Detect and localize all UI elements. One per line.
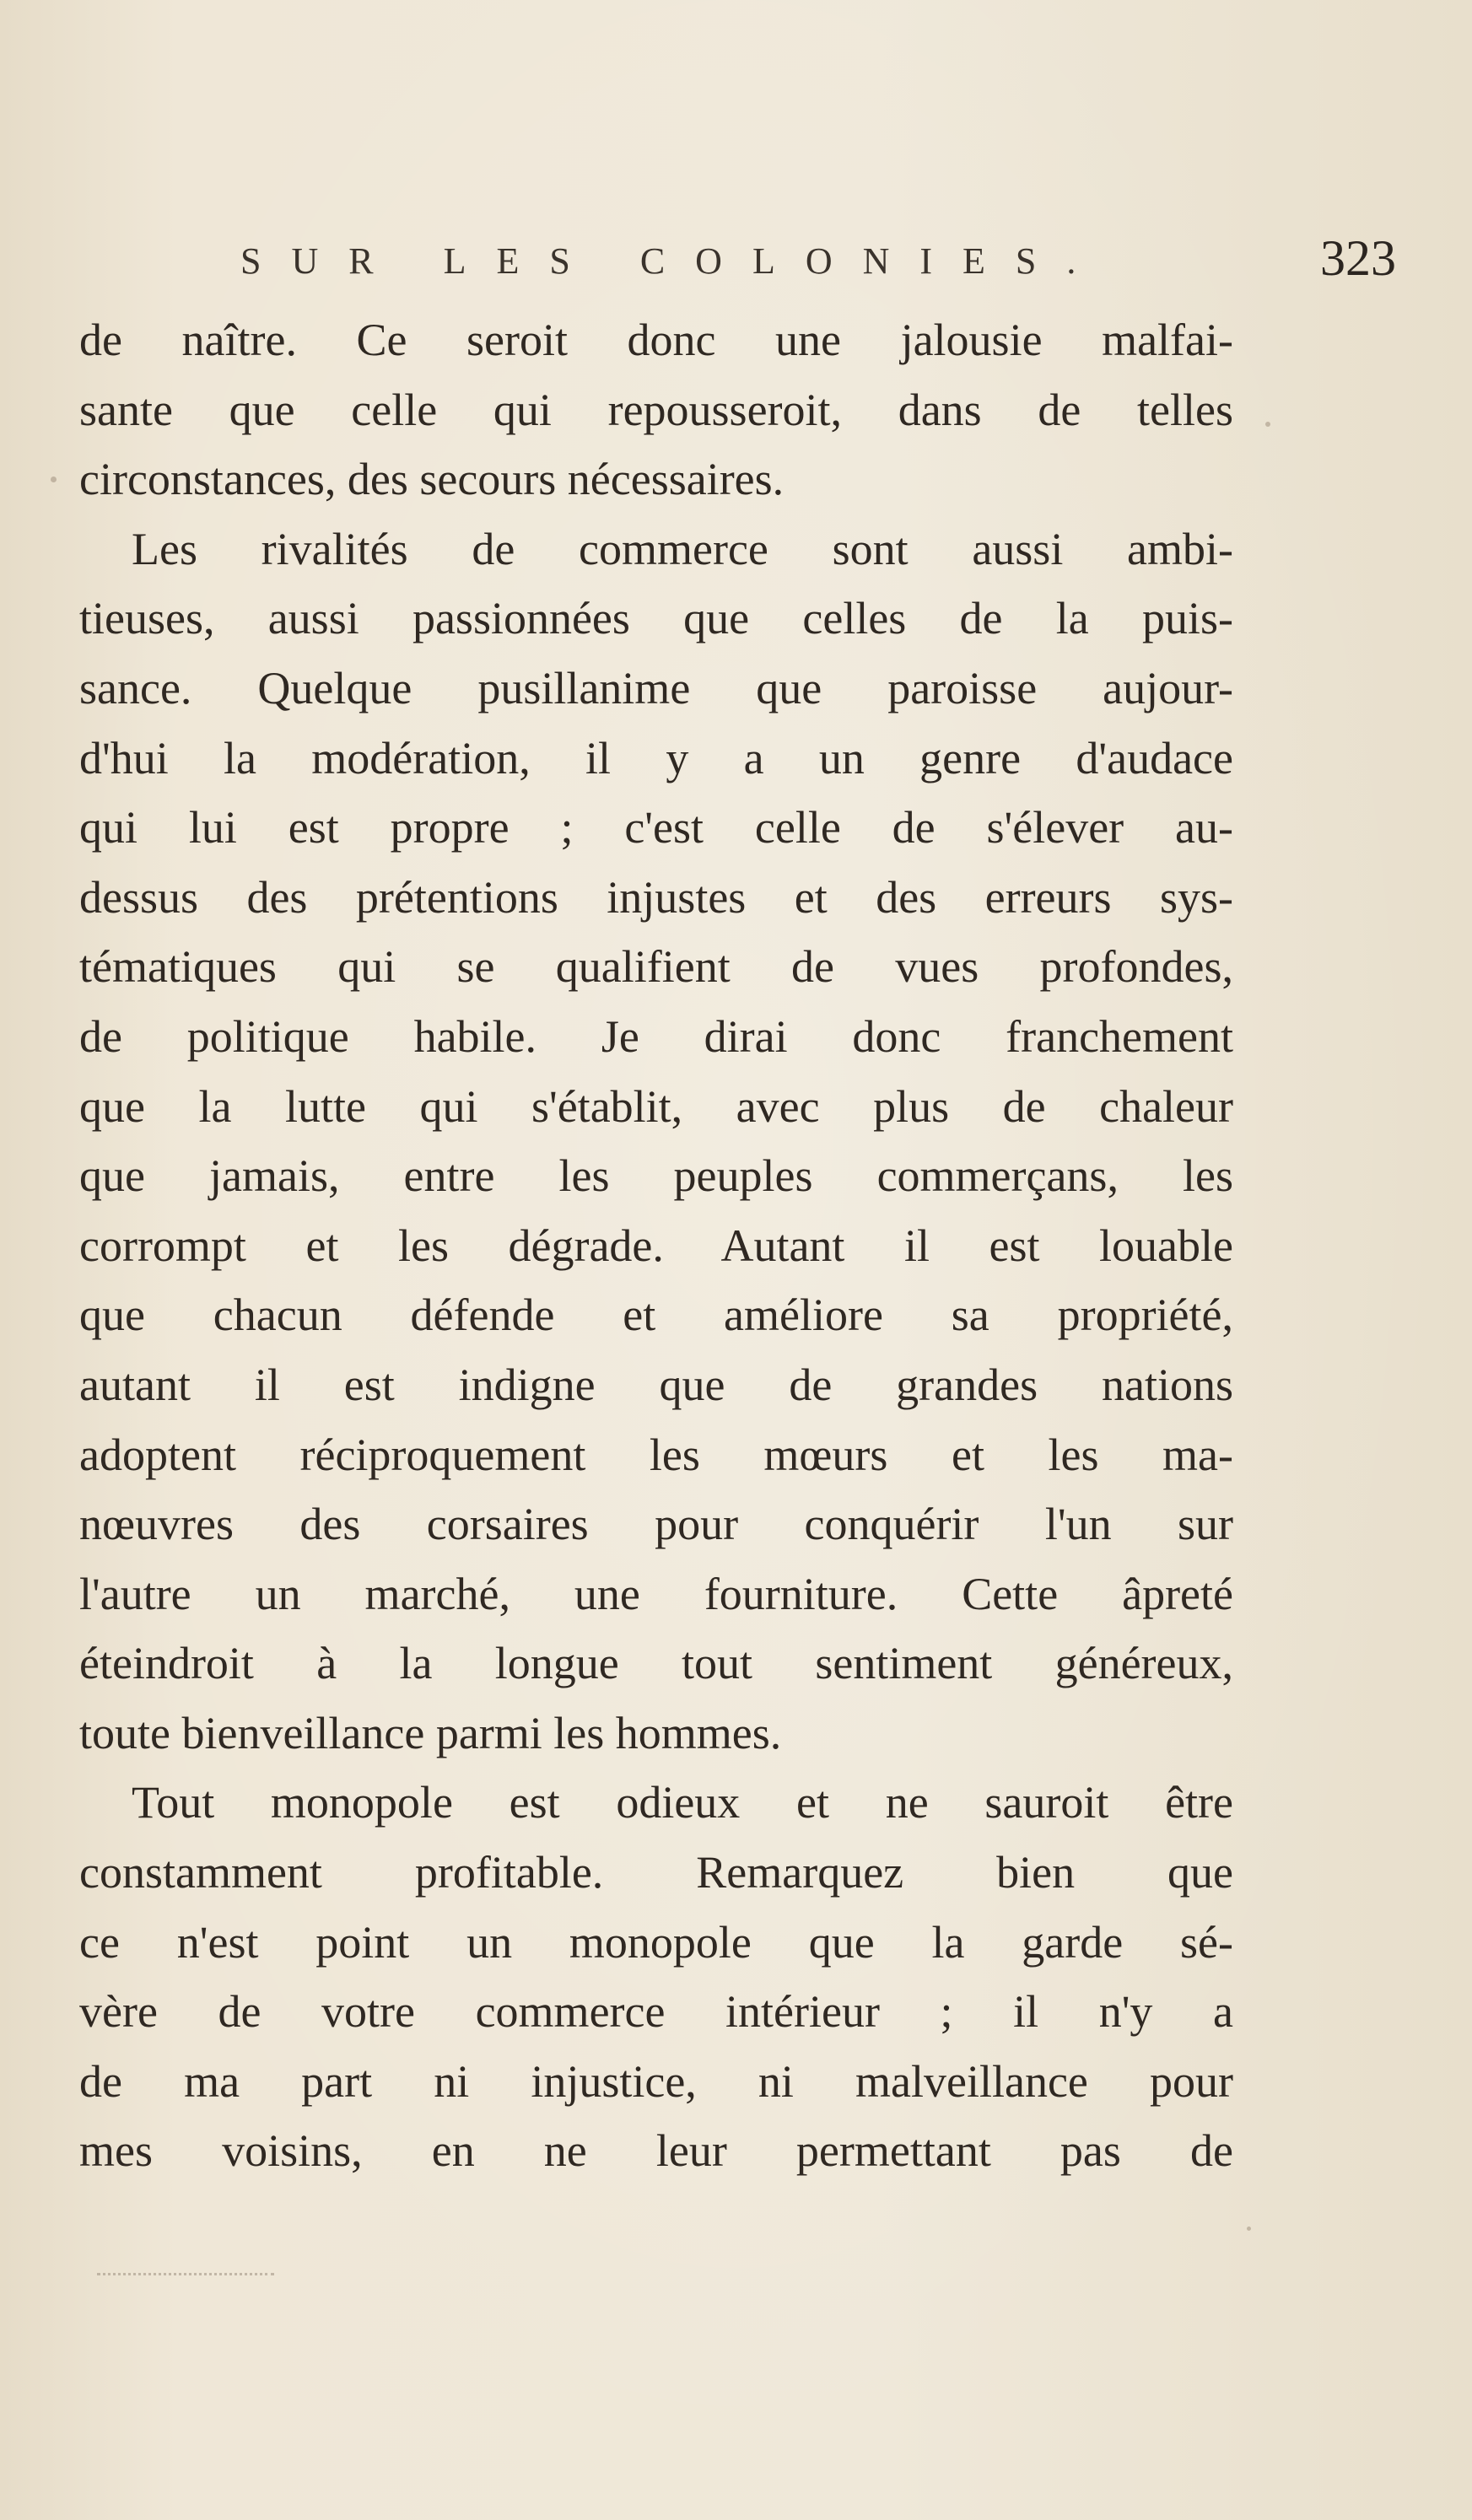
text-line: Les rivalités de commerce sont aussi ambi- [132,523,1233,574]
page-header [240,229,1396,288]
running-head: SUR LES COLONIES. [240,240,1107,282]
text-line: tématiques qui se qualifient de vues profondes, [79,941,1233,993]
text-line: nœuvres des corsaires pour conquérir l'un sur [79,1499,1233,1550]
text-line: corrompt et les dégrade. Autant il est louable [79,1220,1233,1271]
paper-speck [1265,422,1270,427]
text-line: constamment profitable. Remarquez bien que [79,1847,1233,1898]
text-line: autant il est indigne que de grandes nations [79,1359,1233,1410]
text-line: que jamais, entre les peuples commerçans, les [79,1150,1233,1202]
text-line: qui lui est propre ; c'est celle de s'élever au- [79,802,1233,853]
text-line: ce n'est point un monopole que la garde sé- [79,1916,1233,1968]
text-line: sance. Quelque pusillanime que paroisse aujour- [79,662,1233,713]
paper-speck [1247,2227,1251,2231]
text-line: sante que celle qui repousseroit, dans de telles [79,384,1233,435]
text-line: tieuses, aussi passionnées que celles de la puis- [79,593,1233,644]
text-line: que la lutte qui s'établit, avec plus de chaleur [79,1080,1233,1132]
text-line: l'autre un marché, une fourniture. Cette âpreté [79,1568,1233,1619]
text-line: mes voisins, en ne leur permettant pas de [79,2125,1233,2177]
text-line: dessus des prétentions injustes et des erreurs sys- [79,871,1233,923]
text-line: que chacun défende et améliore sa propriété, [79,1290,1233,1341]
text-line: circonstances, des secours nécessaires. [79,454,785,505]
body-text [79,305,1233,2186]
paper-blemish [97,2273,274,2280]
text-line: éteindroit à la longue tout sentiment généreux, [79,1638,1233,1689]
text-line: adoptent réciproquement les mœurs et les ma- [79,1429,1233,1480]
text-line: d'hui la modération, il y a un genre d'audace [79,732,1233,783]
text-line: de naître. Ce seroit donc une jalousie malfai- [79,315,1233,365]
paper-speck [51,477,57,482]
text-line: de politique habile. Je dirai donc franchement [79,1010,1233,1062]
page-number: 323 [1320,230,1396,286]
text-line: vère de votre commerce intérieur ; il n'y a [79,1986,1233,2038]
text-line: Tout monopole est odieux et ne sauroit être [132,1777,1233,1828]
text-line: de ma part ni injustice, ni malveillance pour [79,2055,1233,2107]
text-line: toute bienveillance parmi les hommes. [79,1707,782,1758]
